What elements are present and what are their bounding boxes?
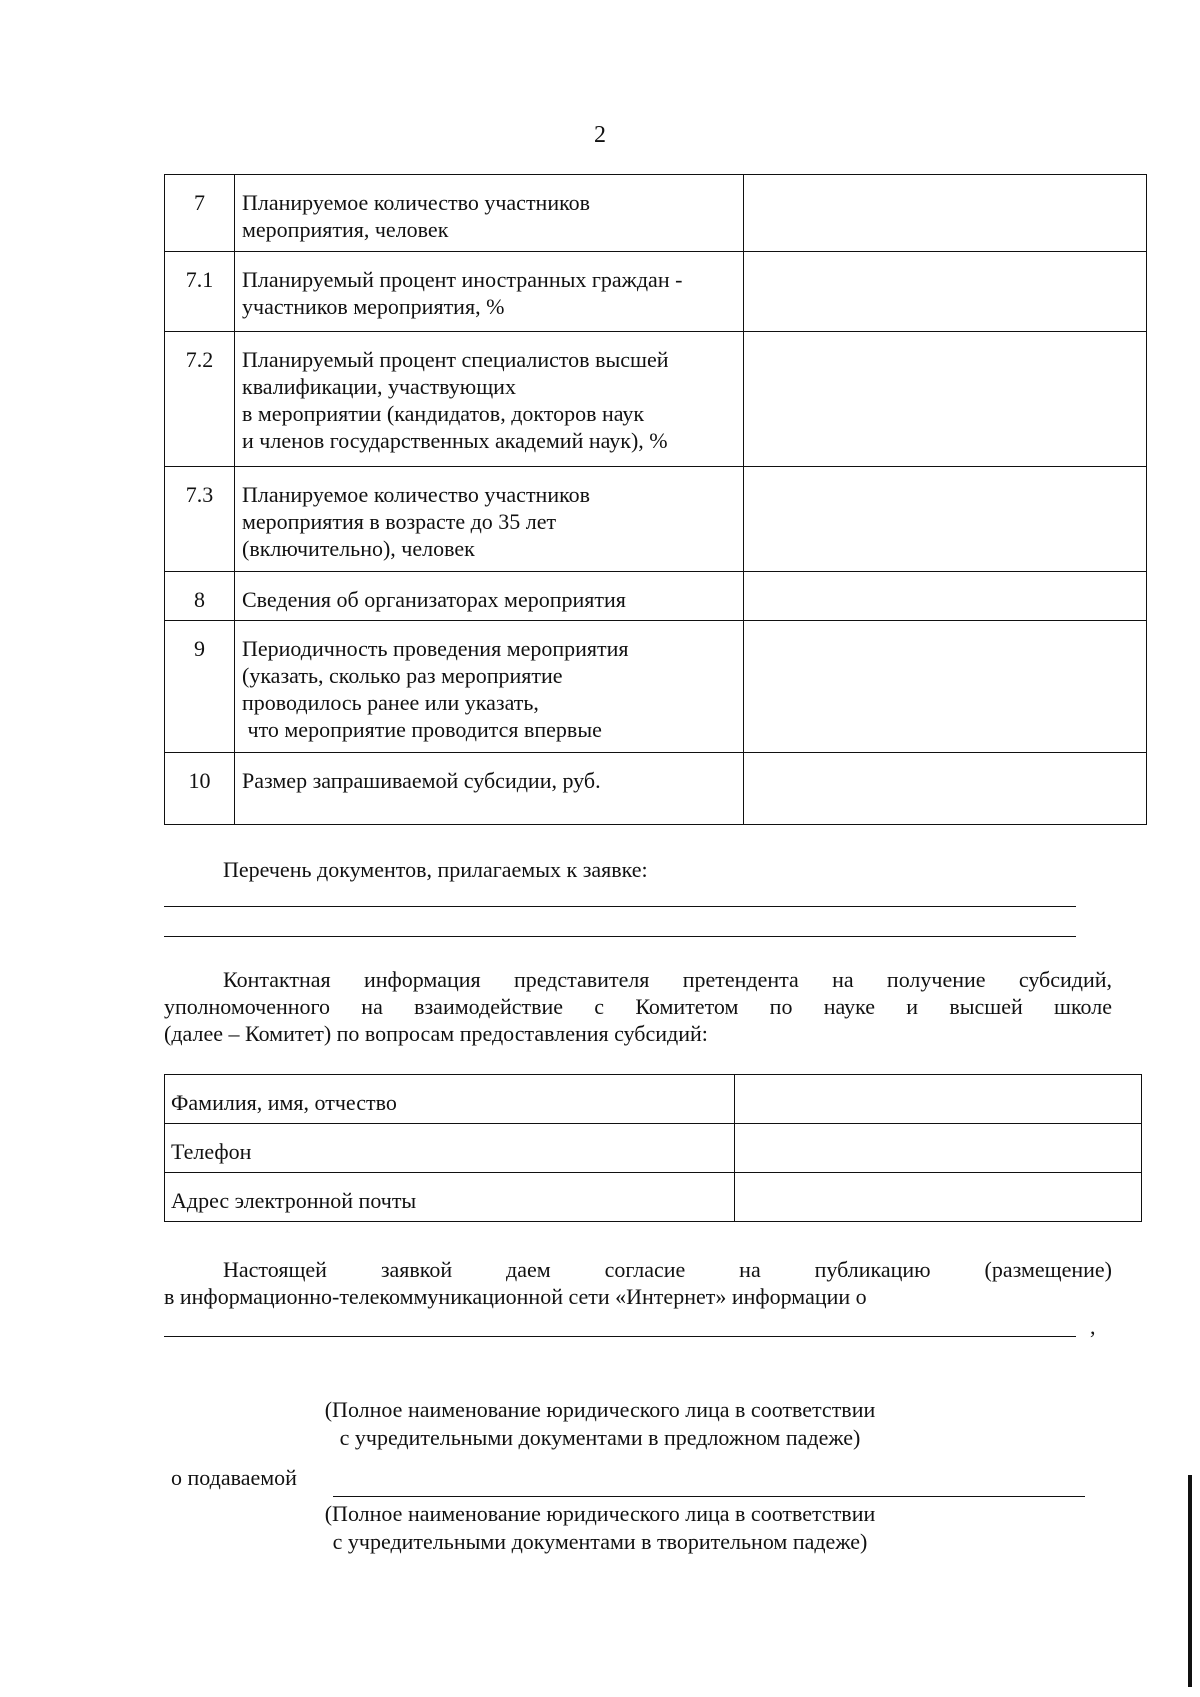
application-table <box>164 174 1147 825</box>
item-label <box>235 621 744 753</box>
application-name-line[interactable] <box>333 1496 1085 1497</box>
table-row <box>165 753 1147 825</box>
contact-field-value[interactable] <box>735 1075 1142 1124</box>
item-value-cell[interactable] <box>744 621 1147 753</box>
item-value-cell[interactable] <box>744 572 1147 621</box>
label-line: Планируемое количество участников <box>242 190 591 215</box>
documents-list-line[interactable] <box>164 906 1076 907</box>
item-value-cell[interactable] <box>744 332 1147 467</box>
contact-field-value[interactable] <box>735 1124 1142 1173</box>
organization-name-line[interactable] <box>164 1336 1076 1337</box>
label-line: в мероприятии (кандидатов, докторов наук <box>242 401 645 426</box>
table-row <box>165 467 1147 572</box>
item-label <box>235 252 744 332</box>
label-line: Планируемое количество участников <box>242 482 591 507</box>
label-line: квалификации, участвующих <box>242 374 516 399</box>
item-number: 10 <box>165 753 235 825</box>
consent-paragraph <box>164 1256 1112 1310</box>
contact-table <box>164 1074 1142 1222</box>
item-value-cell[interactable] <box>744 753 1147 825</box>
caption-line: с учредительными документами в предложном падеже) <box>339 1425 861 1450</box>
table-row <box>165 621 1147 753</box>
label-line: и членов государственных академий наук), % <box>242 428 668 453</box>
label-line: (указать, сколько раз мероприятие <box>242 663 563 688</box>
table-row <box>165 572 1147 621</box>
contact-field-label: Телефон <box>165 1124 735 1173</box>
label-line: что мероприятие проводится впервые <box>242 717 602 742</box>
item-number: 8 <box>165 572 235 621</box>
item-number: 7.2 <box>165 332 235 467</box>
label-line: Планируемый процент иностранных граждан - <box>242 267 683 292</box>
label-line: (включительно), человек <box>242 536 475 561</box>
label-line: мероприятия в возрасте до 35 лет <box>242 509 557 534</box>
paragraph-line: Настоящей заявкой даем согласие на публикацию (размещение) <box>223 1257 1112 1282</box>
caption-line: (Полное наименование юридического лица в соответствии <box>324 1501 876 1526</box>
item-number: 7 <box>165 175 235 252</box>
table-row <box>165 252 1147 332</box>
label-line: Периодичность проведения мероприятия <box>242 636 629 661</box>
label-line: Сведения об организаторах мероприятия <box>242 587 626 612</box>
documents-list-line[interactable] <box>164 936 1076 937</box>
scan-edge-mark <box>1188 1475 1192 1687</box>
caption-line: (Полное наименование юридического лица в соответствии <box>324 1397 876 1422</box>
paragraph-line: Контактная информация представителя претендента на получение субсидий, <box>223 967 1112 992</box>
label-line: участников мероприятия, % <box>242 294 505 319</box>
item-label <box>235 175 744 252</box>
item-label <box>235 332 744 467</box>
table-row <box>165 1173 1142 1222</box>
item-number: 7.3 <box>165 467 235 572</box>
table-row <box>165 332 1147 467</box>
table-row <box>165 175 1147 252</box>
paragraph-line: уполномоченного на взаимодействие с Комитетом по науке и высшей школе <box>164 994 1112 1019</box>
item-value-cell[interactable] <box>744 467 1147 572</box>
item-number: 9 <box>165 621 235 753</box>
item-label <box>235 467 744 572</box>
item-label <box>235 753 744 825</box>
label-line: мероприятия, человек <box>242 217 449 242</box>
paragraph-line: (далее – Комитет) по вопросам предоставления субсидий: <box>164 1021 708 1046</box>
contact-info-paragraph <box>164 966 1112 1047</box>
documents-list-heading: Перечень документов, прилагаемых к заявке: <box>223 857 648 882</box>
caption-line: с учредительными документами в творительном падеже) <box>332 1529 868 1554</box>
contact-field-label: Адрес электронной почты <box>165 1173 735 1222</box>
submitted-label: о подаваемой <box>171 1465 297 1490</box>
label-line: Планируемый процент специалистов высшей <box>242 347 669 372</box>
table-row <box>165 1075 1142 1124</box>
line-end-comma: , <box>1090 1314 1096 1339</box>
label-line: Размер запрашиваемой субсидии, руб. <box>242 768 601 793</box>
item-value-cell[interactable] <box>744 252 1147 332</box>
label-line: проводилось ранее или указать, <box>242 690 539 715</box>
item-value-cell[interactable] <box>744 175 1147 252</box>
contact-field-label: Фамилия, имя, отчество <box>165 1075 735 1124</box>
item-number: 7.1 <box>165 252 235 332</box>
page-number: 2 <box>594 122 606 148</box>
caption-instrumental <box>0 1500 1200 1556</box>
item-label <box>235 572 744 621</box>
table-row <box>165 1124 1142 1173</box>
paragraph-line: в информационно-телекоммуникационной сети «Интернет» информации о <box>164 1284 867 1309</box>
caption-prepositional <box>0 1396 1200 1452</box>
contact-field-value[interactable] <box>735 1173 1142 1222</box>
